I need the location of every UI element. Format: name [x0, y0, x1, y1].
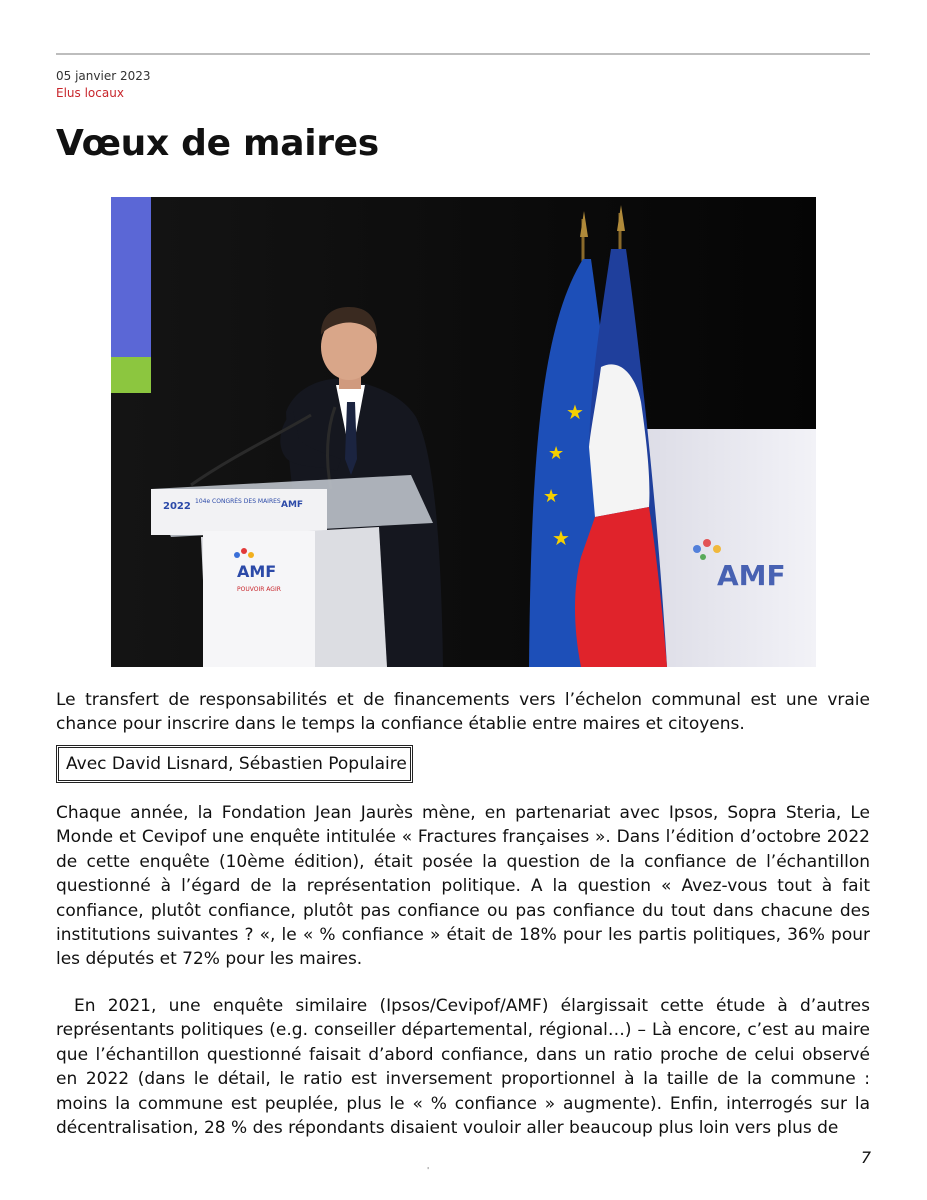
- left-screen-blue: [111, 197, 151, 357]
- lead-paragraph: Le transfert de responsabilités et de financements vers l’échelon communal est une vraie chance pour inscrire dans le temps la confiance établie entre maires et citoyens.: [56, 690, 870, 735]
- svg-text:★: ★: [543, 486, 560, 507]
- page-number: 7: [860, 1148, 871, 1167]
- lectern-top-logo: AMF: [281, 500, 304, 510]
- lectern-event: 104e CONGRÈS DES MAIRES: [195, 498, 281, 505]
- category-link[interactable]: Elus locaux: [56, 86, 124, 100]
- publish-date: 05 janvier 2023: [56, 69, 151, 83]
- screen-logo-text: AMF: [717, 559, 786, 592]
- svg-text:★: ★: [548, 443, 565, 464]
- svg-text:★: ★: [566, 400, 584, 424]
- lectern-logo: AMF: [237, 562, 277, 581]
- left-screen-green: [111, 357, 151, 393]
- body-paragraph-1: Chaque année, la Fondation Jean Jaurès mène, en partenariat avec Ipsos, Sopra Steria, Le Monde et Cevipof une enquête intitulée « Fractures françaises ». Dans l’édition d’octobre 2022 de cette enquête (10ème édition), était posée la question de la confiance de l’échantillon questionné à l’égard de la représentation politique. A la question « Avez-vous tout à fait confiance, plutôt confiance, plutôt pas confiance ou pas confiance du tout dans chacune des institutions suivantes ? «, le « % confiance » était de 18% pour les partis politiques, 36% pour les députés et 72% pour les maires.: [56, 803, 870, 970]
- lectern-year: 2022: [163, 501, 191, 512]
- svg-text:★: ★: [552, 526, 570, 550]
- lectern-tagline: POUVOIR AGIR: [237, 586, 281, 593]
- right-screen: [639, 429, 816, 667]
- body-paragraph-2: En 2021, une enquête similaire (Ipsos/Cevipof/AMF) élargissait cette étude à d’autres représentants politiques (e.g. conseiller départemental, régional…) – Là encore, c’est au maire que l’échantillon questionné faisait d’abord confiance, dans un ratio proche de celui observé en 2022 (dans le détail, le ratio est inversement proportionnel à la taille de la commune : moins la commune est peuplée, plus le « % confiance » augmente). Enfin, interrogés sur la décentralisation, 28 % des répondants disaient vouloir aller beaucoup plus loin vers plus de: [56, 996, 870, 1139]
- footer-mark: ': [427, 1166, 430, 1175]
- authors-box: Avec David Lisnard, Sébastien Populaire: [56, 745, 413, 783]
- page-title: Vœux de maires: [56, 123, 379, 164]
- article-photo: [111, 197, 816, 667]
- top-rule: [56, 53, 870, 55]
